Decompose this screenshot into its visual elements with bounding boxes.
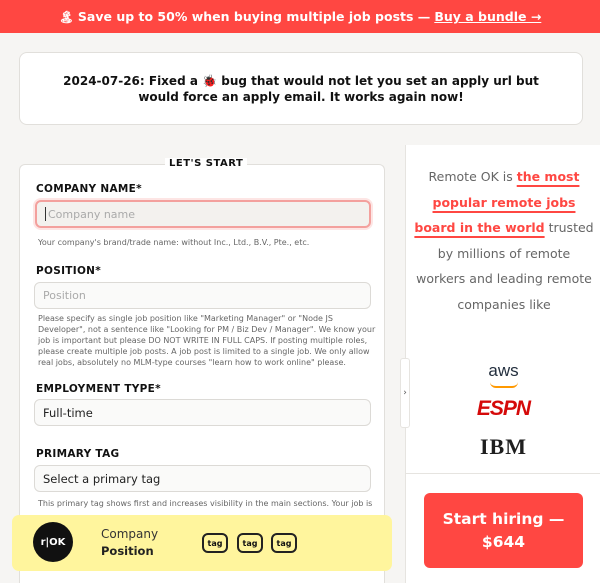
start-hiring-button[interactable] [424,493,583,568]
ibm-logo: IBM [406,434,600,460]
company-name-placeholder: Company name [48,207,136,221]
espn-logo: ESPN [476,397,531,420]
primary-tag-hint: This primary tag shows first and increases visibility in the main sections. Your job is [38,499,373,508]
island-icon: 🏝 [58,9,74,24]
position-placeholder: Position [43,289,86,302]
pitch-pre: Remote OK is [428,169,513,184]
company-name-label: COMPANY NAME* [36,183,142,195]
pitch-highlight-link[interactable]: the most popular remote jobs board in the world [414,169,580,235]
company-logo-avatar: r|OK [33,522,73,562]
pitch-post: trusted by millions of remote workers and leading remote companies like [416,220,594,312]
position-hint: Please specify as single job position like "Marketing Manager" or "Node JS Developer", not a sentence like "Looking for PM / Biz Dev / Manager". We know your job is important but please DO NOT WRITE IN FULL CAPS. If posting multiple roles, please create multiple job posts. A job post is limited to a single job. We only allow real jobs, absolutely no MLM-type courses "learn how to work online" please. [38,314,376,367]
position-input[interactable] [34,282,371,309]
preview-position: Position [101,544,154,558]
bugfix-notice [19,52,583,125]
sidebar-divider [406,473,600,474]
notice-text: 2024-07-26: Fixed a 🐞 bug that would not let you set an apply url but would force an apply email. It works again now! [63,73,539,104]
preview-tag: tag [271,533,297,553]
primary-tag-select[interactable] [34,465,371,492]
employment-type-value: Full-time [43,405,93,420]
preview-tag: tag [202,533,228,553]
job-preview-card [12,515,392,571]
form-legend: LET'S START [165,158,247,169]
preview-company: Company [101,527,159,541]
sidebar-toggle[interactable] [400,358,410,428]
aws-smile-icon [490,382,518,388]
preview-tag: tag [237,533,263,553]
chevron-right-icon: › [403,388,407,398]
buy-bundle-link[interactable]: Buy a bundle → [434,9,542,24]
sidebar-pitch [414,164,594,317]
company-name-input[interactable] [35,200,371,228]
aws-logo: aws [488,361,519,380]
primary-tag-value: Select a primary tag [43,471,161,486]
company-name-hint: Your company's brand/trade name: without Inc., Ltd., B.V., Pte., etc. [38,238,310,247]
promo-banner [0,0,600,33]
promo-text: Save up to 50% when buying multiple job posts — [77,9,431,24]
start-hiring-label: Start hiring — $644 [442,509,565,551]
position-label: POSITION* [36,265,102,277]
employment-type-select[interactable] [34,399,371,426]
primary-tag-label: PRIMARY TAG [36,448,120,460]
employment-type-label: EMPLOYMENT TYPE* [36,383,161,395]
